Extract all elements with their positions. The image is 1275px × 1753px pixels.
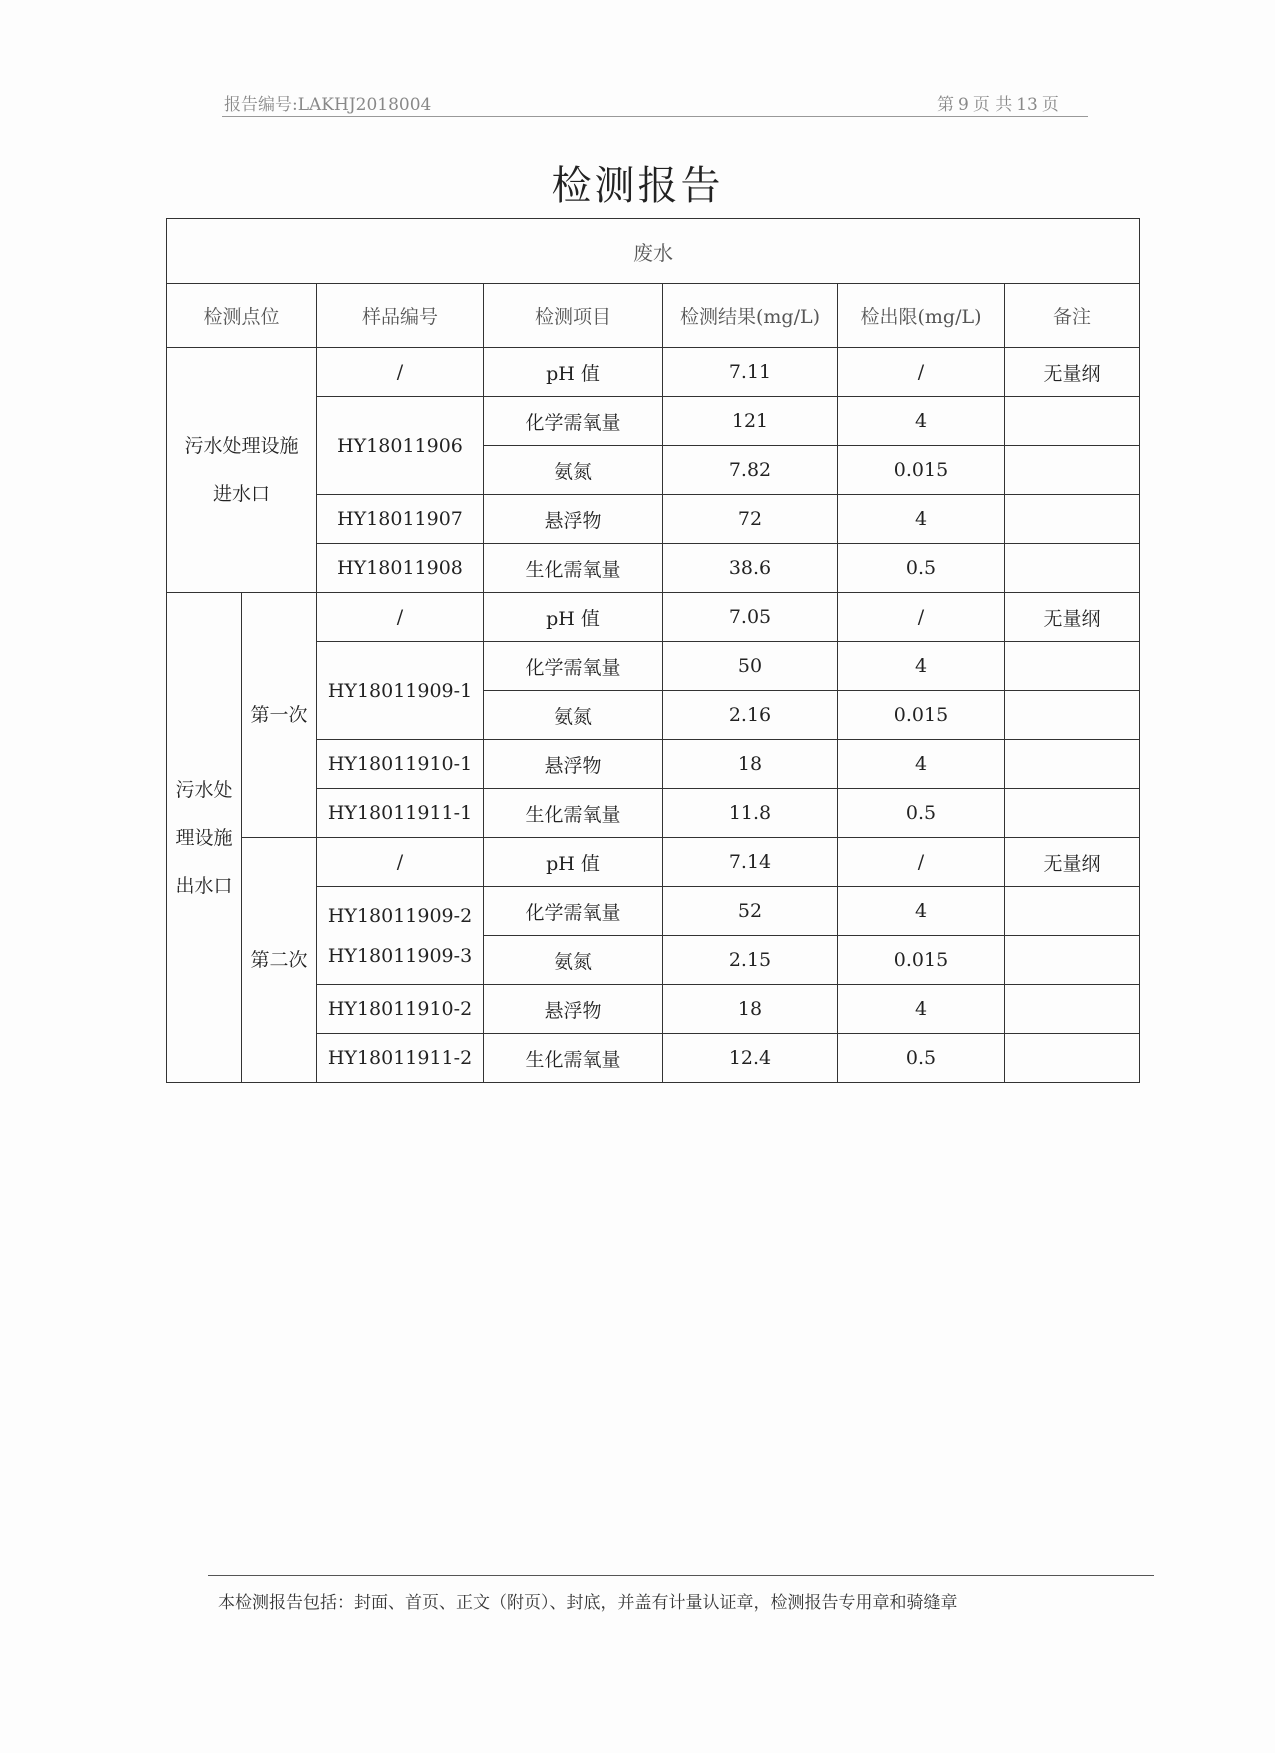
note-cell [1005, 936, 1140, 985]
result-cell: 72 [663, 495, 838, 544]
table-row [167, 593, 1140, 642]
item-cell: pH 值 [484, 593, 663, 642]
note-cell [1005, 544, 1140, 593]
result-cell: 50 [663, 642, 838, 691]
category-cell: 废水 [167, 219, 1140, 284]
round-2-label: 第二次 [242, 838, 317, 1083]
sample-cell: / [317, 838, 484, 887]
limit-cell: 0.015 [838, 936, 1005, 985]
page-number: 9 [958, 95, 969, 115]
sample-cell: HY18011909-1 [317, 642, 484, 740]
sample-cell: HY18011911-1 [317, 789, 484, 838]
page-mid: 页 共 [972, 95, 1013, 115]
note-cell [1005, 397, 1140, 446]
table-row [167, 838, 1140, 887]
result-cell: 2.15 [663, 936, 838, 985]
item-cell: 生化需氧量 [484, 789, 663, 838]
result-cell: 2.16 [663, 691, 838, 740]
result-cell: 12.4 [663, 1034, 838, 1083]
result-cell: 52 [663, 887, 838, 936]
limit-cell: / [838, 593, 1005, 642]
page-post: 页 [1041, 95, 1059, 115]
header-item: 检测项目 [484, 284, 663, 348]
sample-cell: HY18011908 [317, 544, 484, 593]
limit-cell: 0.015 [838, 446, 1005, 495]
location-outlet: 污水处理设施出水口 [167, 593, 242, 1083]
sample-id: HY18011909-3 [327, 944, 473, 967]
page-total: 13 [1016, 95, 1038, 115]
item-cell: 生化需氧量 [484, 544, 663, 593]
report-number: 报告编号:LAKHJ2018004 [224, 95, 432, 115]
limit-cell: 4 [838, 642, 1005, 691]
result-cell: 7.05 [663, 593, 838, 642]
item-cell: 悬浮物 [484, 495, 663, 544]
sample-cell-merged [317, 887, 484, 985]
limit-cell: 4 [838, 985, 1005, 1034]
item-cell: 氨氮 [484, 691, 663, 740]
limit-cell: 4 [838, 495, 1005, 544]
page-pre: 第 [937, 95, 954, 115]
sample-cell: / [317, 593, 484, 642]
result-cell: 7.82 [663, 446, 838, 495]
header-divider [222, 116, 1088, 117]
limit-cell: 4 [838, 740, 1005, 789]
result-cell: 38.6 [663, 544, 838, 593]
limit-cell: / [838, 838, 1005, 887]
header-note: 备注 [1005, 284, 1140, 348]
item-cell: 氨氮 [484, 936, 663, 985]
item-cell: 悬浮物 [484, 985, 663, 1034]
footer-divider [208, 1575, 1154, 1576]
header-limit: 检出限(mg/L) [838, 284, 1005, 348]
results-table [166, 218, 1140, 1083]
limit-cell: 0.5 [838, 544, 1005, 593]
sample-cell: HY18011910-2 [317, 985, 484, 1034]
item-cell: 化学需氧量 [484, 397, 663, 446]
header-sample: 样品编号 [317, 284, 484, 348]
item-cell: pH 值 [484, 348, 663, 397]
result-cell: 11.8 [663, 789, 838, 838]
result-cell: 7.11 [663, 348, 838, 397]
table-row [167, 348, 1140, 397]
limit-cell: 0.5 [838, 789, 1005, 838]
note-cell [1005, 985, 1140, 1034]
page-indicator [935, 90, 1061, 115]
note-cell [1005, 446, 1140, 495]
note-cell: 无量纲 [1005, 593, 1140, 642]
limit-cell: 0.015 [838, 691, 1005, 740]
sample-cell: HY18011911-2 [317, 1034, 484, 1083]
page-title: 检测报告 [551, 163, 724, 209]
note-cell [1005, 642, 1140, 691]
item-cell: 生化需氧量 [484, 1034, 663, 1083]
location-inlet: 污水处理设施进水口 [167, 348, 317, 593]
sample-id: HY18011909-2 [327, 904, 473, 927]
limit-cell: 4 [838, 887, 1005, 936]
sample-cell: HY18011907 [317, 495, 484, 544]
note-cell: 无量纲 [1005, 838, 1140, 887]
header-result: 检测结果(mg/L) [663, 284, 838, 348]
item-cell: 化学需氧量 [484, 642, 663, 691]
item-cell: 化学需氧量 [484, 887, 663, 936]
result-cell: 7.14 [663, 838, 838, 887]
header-location: 检测点位 [167, 284, 317, 348]
sample-cell: HY18011906 [317, 397, 484, 495]
sample-cell: / [317, 348, 484, 397]
limit-cell: 0.5 [838, 1034, 1005, 1083]
sample-cell: HY18011910-1 [317, 740, 484, 789]
item-cell: pH 值 [484, 838, 663, 887]
note-cell [1005, 740, 1140, 789]
limit-cell: 4 [838, 397, 1005, 446]
note-cell [1005, 887, 1140, 936]
result-cell: 18 [663, 985, 838, 1034]
item-cell: 悬浮物 [484, 740, 663, 789]
result-cell: 121 [663, 397, 838, 446]
footer-note: 本检测报告包括：封面、首页、正文（附页）、封底，并盖有计量认证章，检测报告专用章和骑缝章 [218, 1593, 958, 1613]
result-cell: 18 [663, 740, 838, 789]
note-cell [1005, 495, 1140, 544]
note-cell [1005, 789, 1140, 838]
note-cell [1005, 1034, 1140, 1083]
item-cell: 氨氮 [484, 446, 663, 495]
note-cell [1005, 691, 1140, 740]
note-cell: 无量纲 [1005, 348, 1140, 397]
round-1-label: 第一次 [242, 593, 317, 838]
limit-cell: / [838, 348, 1005, 397]
